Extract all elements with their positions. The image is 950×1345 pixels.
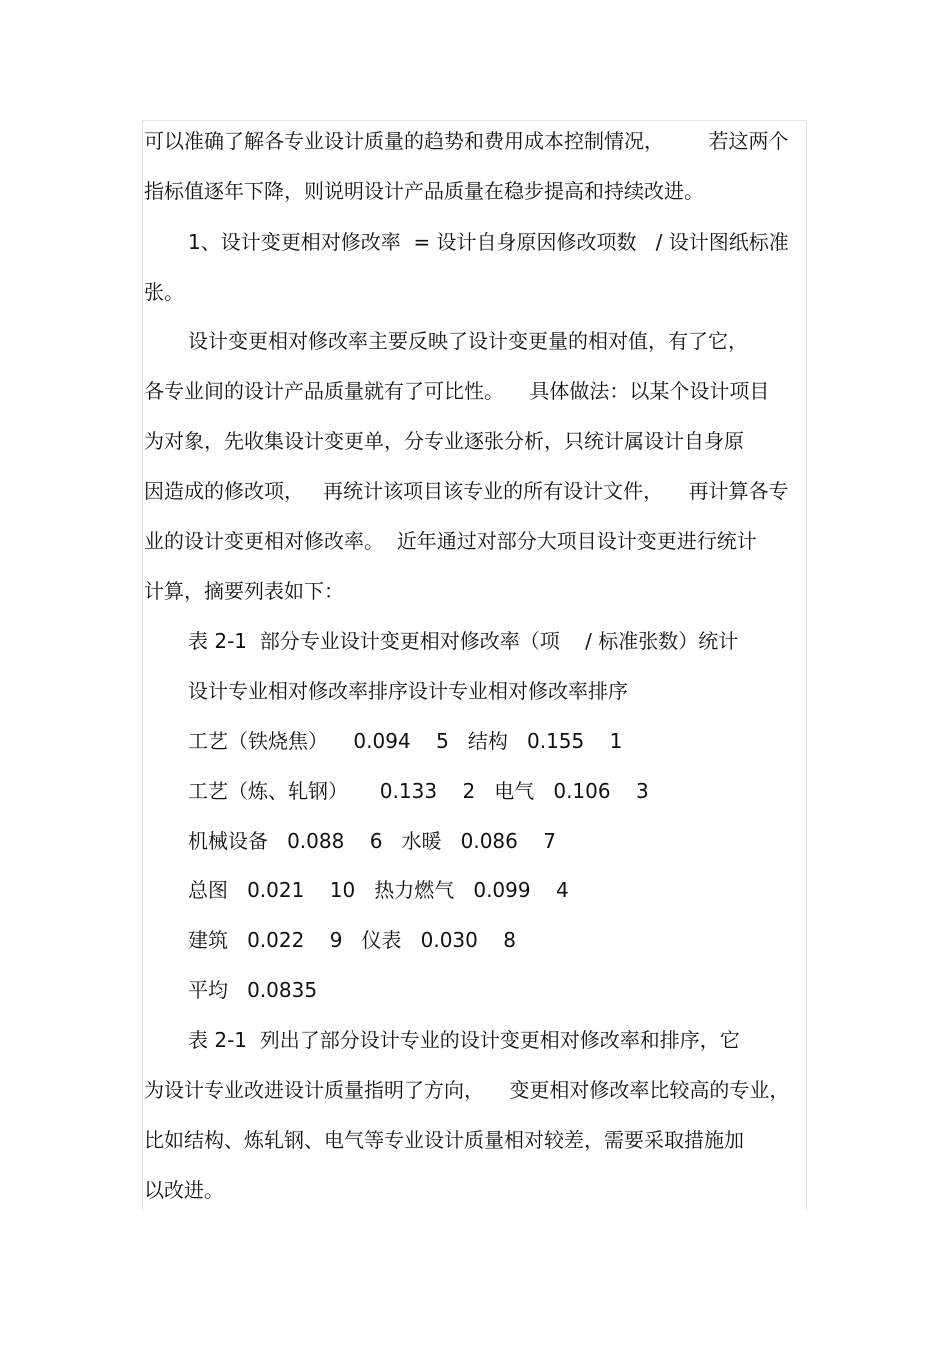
paragraph-2-line-3: 为对象，先收集设计变更单，分专业逐张分析，只统计属设计自身原 <box>144 429 744 453</box>
paragraph-3-line-2: 为设计专业改进设计质量指明了方向， 变更相对修改率比较高的专业， <box>144 1078 790 1102</box>
table-row-average: 平均 0.0835 <box>188 978 318 1002</box>
table-row: 工艺（炼、轧钢） 0.133 2 电气 0.106 3 <box>188 779 649 803</box>
table-row: 机械设备 0.088 6 水暖 0.086 7 <box>188 829 557 853</box>
paragraph-3-line-3: 比如结构、炼轧钢、电气等专业设计质量相对较差，需要采取措施加 <box>144 1128 744 1152</box>
paragraph-2-line-2: 各专业间的设计产品质量就有了可比性。 具体做法：以某个设计项目 <box>144 379 770 403</box>
table-row: 总图 0.021 10 热力燃气 0.099 4 <box>188 878 569 902</box>
table-caption: 表 2-1 部分专业设计变更相对修改率（项 / 标准张数）统计 <box>188 629 739 653</box>
table-header: 设计专业相对修改率排序设计专业相对修改率排序 <box>188 679 628 703</box>
table-row: 建筑 0.022 9 仪表 0.030 8 <box>188 928 517 952</box>
formula-line-1: 1、设计变更相对修改率 = 设计自身原因修改项数 / 设计图纸标准 <box>188 230 789 254</box>
paragraph-2-line-1: 设计变更相对修改率主要反映了设计变更量的相对值，有了它， <box>188 329 748 353</box>
table-row: 工艺（铁烧焦） 0.094 5 结构 0.155 1 <box>188 729 623 753</box>
formula-line-2: 张。 <box>144 280 184 304</box>
paragraph-3-line-1: 表 2-1 列出了部分设计专业的设计变更相对修改率和排序，它 <box>188 1028 740 1052</box>
paragraph-2-line-5: 业的设计变更相对修改率。 近年通过对部分大项目设计变更进行统计 <box>144 529 757 553</box>
paragraph-1-line-2: 指标值逐年下降，则说明设计产品质量在稳步提高和持续改进。 <box>144 179 704 203</box>
paragraph-3-line-4: 以改进。 <box>144 1178 224 1202</box>
paragraph-1-line-1: 可以准确了解各专业设计质量的趋势和费用成本控制情况， 若这两个 <box>144 129 789 153</box>
paragraph-2-line-6: 计算，摘要列表如下： <box>144 579 344 603</box>
paragraph-2-line-4: 因造成的修改项， 再统计该项目该专业的所有设计文件， 再计算各专 <box>144 479 789 503</box>
